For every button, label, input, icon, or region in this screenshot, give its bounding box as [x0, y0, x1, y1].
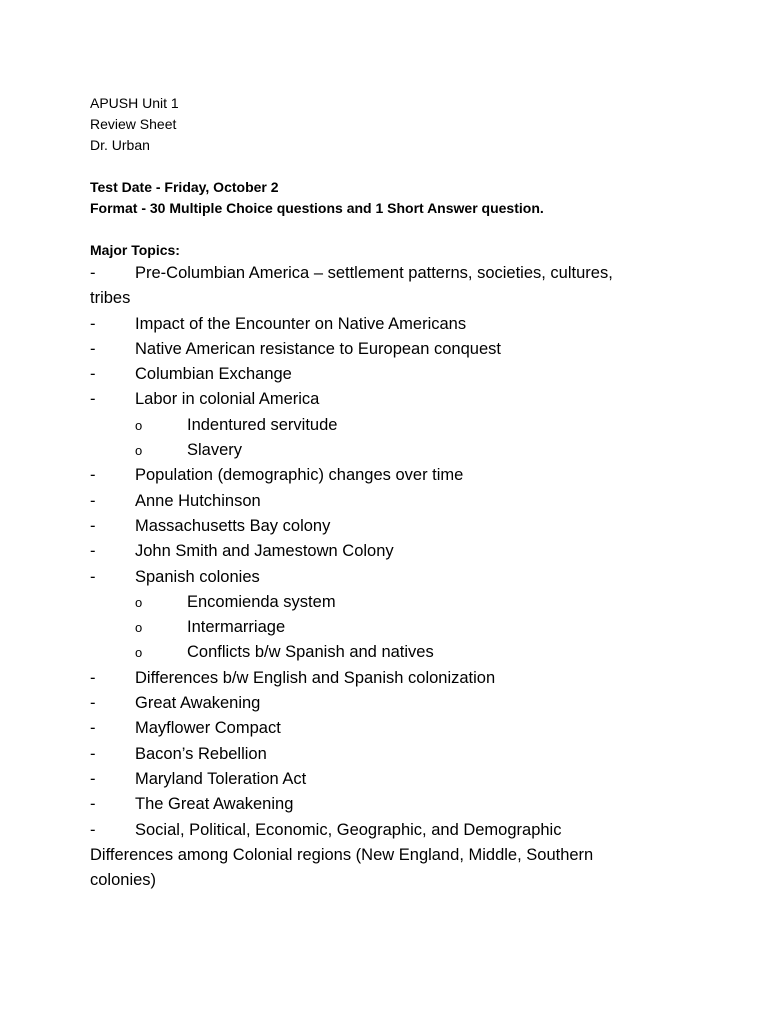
list-item	[90, 489, 690, 514]
sub-list-item	[90, 590, 690, 615]
sub-list-item-text: Encomienda system	[187, 592, 336, 611]
dash-marker: -	[90, 365, 96, 384]
list-item-text: Maryland Toleration Act	[135, 769, 307, 788]
dash-marker: -	[90, 264, 96, 282]
list-item	[90, 742, 690, 767]
dash-marker: -	[90, 466, 96, 485]
list-item-text: Great Awakening	[135, 694, 261, 713]
dash-marker: -	[90, 820, 96, 839]
list-item-text: Spanish colonies	[135, 567, 260, 586]
dash-marker: -	[90, 491, 96, 510]
circle-bullet-icon: o	[135, 620, 143, 636]
list-item	[90, 539, 690, 564]
dash-marker: -	[90, 390, 96, 409]
dash-marker: -	[90, 339, 96, 358]
course-title: APUSH Unit 1	[90, 95, 179, 111]
list-item	[90, 387, 690, 412]
list-item-text: The Great Awakening	[135, 795, 294, 814]
topics-list	[90, 261, 690, 893]
list-item-text: Population (demographic) changes over time	[135, 466, 464, 485]
dash-marker: -	[90, 542, 96, 561]
dash-marker: -	[90, 795, 96, 814]
list-item-text: colonies)	[90, 871, 157, 890]
list-item	[90, 666, 690, 691]
dash-marker: -	[90, 314, 96, 333]
sub-list-item	[90, 438, 690, 463]
test-format: Format - 30 Multiple Choice questions and 1 Short Answer question.	[90, 200, 544, 216]
list-item	[90, 337, 690, 362]
list-item	[90, 514, 690, 539]
dash-marker: -	[90, 719, 96, 738]
test-date: Test Date - Friday, October 2	[90, 179, 279, 195]
list-item	[90, 362, 690, 387]
circle-bullet-icon: o	[135, 594, 143, 610]
circle-bullet-icon: o	[135, 443, 143, 459]
circle-bullet-icon: o	[135, 417, 143, 433]
circle-bullet-icon: o	[135, 645, 143, 661]
list-item-text: Columbian Exchange	[135, 365, 292, 384]
teacher-name: Dr. Urban	[90, 137, 150, 153]
sub-list-item-text: Slavery	[187, 441, 243, 460]
list-item	[90, 261, 690, 286]
dash-marker: -	[90, 769, 96, 788]
list-item-text: Social, Political, Economic, Geographic, and Demographic	[135, 820, 562, 839]
document-page	[90, 93, 690, 893]
list-item	[90, 691, 690, 716]
list-item-text: John Smith and Jamestown Colony	[135, 542, 394, 561]
dash-marker: -	[90, 516, 96, 535]
dash-marker: -	[90, 744, 96, 763]
list-item-text: Labor in colonial America	[135, 390, 320, 409]
list-item-text: Impact of the Encounter on Native Americans	[135, 314, 467, 333]
topics-heading: Major Topics:	[90, 242, 180, 258]
sub-list-item	[90, 413, 690, 438]
list-item	[90, 565, 690, 590]
list-item-text: tribes	[90, 289, 131, 308]
sub-list-item	[90, 640, 690, 665]
list-item	[90, 818, 690, 843]
list-item-text: Differences b/w English and Spanish colonization	[135, 668, 496, 687]
list-item-text: Pre-Columbian America – settlement patterns, societies, cultures,	[135, 264, 613, 282]
list-item-continuation	[90, 843, 690, 868]
list-item-text: Mayflower Compact	[135, 719, 281, 738]
dash-marker: -	[90, 668, 96, 687]
list-item	[90, 716, 690, 741]
list-item	[90, 312, 690, 337]
list-item-continuation	[90, 868, 690, 893]
list-item-text: Anne Hutchinson	[135, 491, 261, 510]
sub-list-item-text: Indentured servitude	[187, 415, 338, 434]
list-item	[90, 767, 690, 792]
sub-list-item-text: Intermarriage	[187, 618, 286, 637]
list-item-continuation	[90, 286, 690, 311]
dash-marker: -	[90, 567, 96, 586]
sub-list-item	[90, 615, 690, 640]
dash-marker: -	[90, 694, 96, 713]
sub-list-item-text: Conflicts b/w Spanish and natives	[187, 643, 434, 662]
document-type: Review Sheet	[90, 116, 177, 132]
list-item-text: Native American resistance to European conquest	[135, 339, 501, 358]
list-item-text: Differences among Colonial regions (New England, Middle, Southern	[90, 845, 594, 864]
list-item-text: Massachusetts Bay colony	[135, 516, 331, 535]
list-item	[90, 463, 690, 488]
list-item	[90, 792, 690, 817]
list-item-text: Bacon’s Rebellion	[135, 744, 267, 763]
